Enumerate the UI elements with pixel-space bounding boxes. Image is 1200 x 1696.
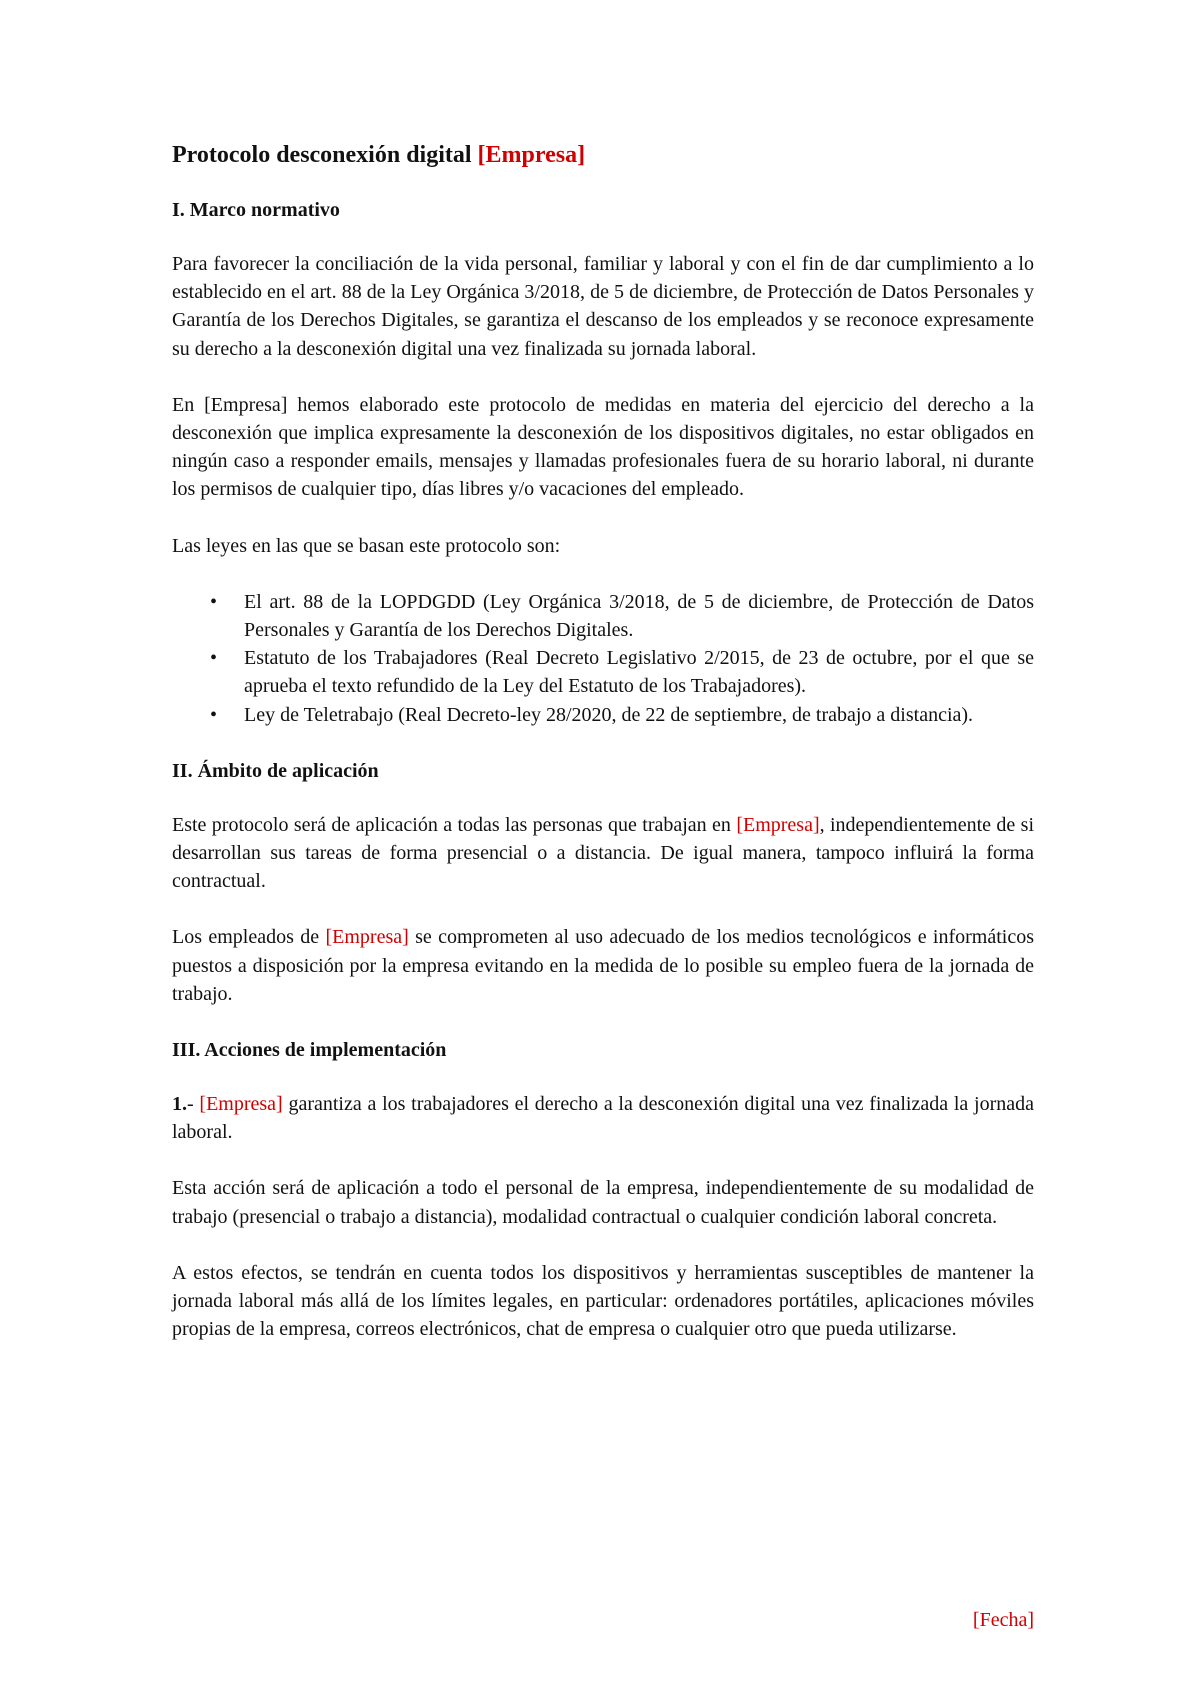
paragraph-marco-2: En [Empresa] hemos elaborado este protocolo de medidas en materia del ejercicio del derecho a la desconexión que implica expresamente la desconexión de los dispositivos digitales, no estar obligados en ningún caso a responder emails, mensajes y llamadas profesionales fuera de su horario laboral, ni durante los permisos de cualquier tipo, días libres y/o vacaciones del empleado. — [172, 393, 1034, 501]
footer-date-placeholder: [Fecha] — [972, 1609, 1034, 1631]
bullet-icon: • — [210, 647, 218, 670]
paragraph-ambito-2 — [172, 923, 1034, 1008]
list-item-text: El art. 88 de la LOPDGDD (Ley Orgánica 3/2018, de 5 de diciembre, de Protección de Datos Personales y Garantía de los Derechos Digitales. — [244, 590, 1034, 642]
title-company-placeholder: [Empresa] — [477, 142, 586, 168]
list-item — [172, 588, 1034, 644]
bullet-icon: • — [210, 703, 218, 726]
document-page — [172, 140, 1034, 1371]
document-title — [172, 140, 1034, 170]
list-item-text: Ley de Teletrabajo (Real Decreto-ley 28/2020, de 22 de septiembre, de trabajo a distancia). — [244, 703, 974, 726]
paragraph-text: Este protocolo será de aplicación a todas las personas que trabajan en — [172, 813, 737, 836]
paragraph-text: garantiza a los trabajadores el derecho a la desconexión digital una vez finalizada la jornada laboral. — [172, 1093, 1034, 1144]
paragraph-text: se comprometen al uso adecuado de los medios tecnológicos e informáticos puestos a disposición por la empresa evitando en la medida de lo posible su empleo fuera de la jornada de trabajo. — [172, 926, 1035, 1005]
list-item-text: Estatuto de los Trabajadores (Real Decreto Legislativo 2/2015, de 23 de octubre, por el que se aprueba el texto refundido de la Ley del Estatuto de los Trabajadores). — [244, 647, 1034, 698]
section-heading-ambito: II. Ámbito de aplicación — [172, 759, 379, 782]
title-text: Protocolo desconexión digital — [172, 142, 478, 168]
paragraph-marco-1: Para favorecer la conciliación de la vida personal, familiar y laboral y con el fin de dar cumplimiento a lo establecido en el art. 88 de la Ley Orgánica 3/2018, de 5 de diciembre, de Protección de Datos Personales y Garantía de los Derechos Digitales, se garantiza el descanso de los empleados y se reconoce expresamente su derecho a la desconexión digital una vez finalizada su jornada laboral. — [172, 253, 1034, 360]
list-item — [172, 701, 1034, 729]
paragraph-acciones-2: Esta acción será de aplicación a todo el personal de la empresa, independientemente de su modalidad de trabajo (presencial o trabajo a distancia), modalidad contractual o cualquier condición laboral concreta. — [172, 1177, 1034, 1228]
company-placeholder: [Empresa] — [325, 926, 409, 949]
paragraph-ambito-1 — [172, 811, 1034, 896]
laws-list — [172, 588, 1034, 729]
item-number: 1. — [172, 1093, 187, 1116]
paragraph-acciones-1 — [172, 1090, 1034, 1146]
paragraph-text: Los empleados de — [172, 926, 326, 949]
company-placeholder: [Empresa] — [736, 813, 820, 836]
paragraph-text: , independientemente de si desarrollan sus tareas de forma presencial o a distancia. De igual manera, tampoco influirá la forma contractual. — [172, 813, 1034, 893]
company-placeholder: [Empresa] — [199, 1093, 283, 1116]
section-heading-acciones: III. Acciones de implementación — [172, 1039, 447, 1062]
bullet-icon: • — [210, 590, 218, 613]
paragraph-acciones-3: A estos efectos, se tendrán en cuenta todos los dispositivos y herramientas susceptibles de mantener la jornada laboral más allá de los límites legales, en particular: ordenadores portátiles, aplicaciones móviles propias de la empresa, correos electrónicos, chat de empresa o cualquier otro que pueda utilizarse. — [172, 1261, 1034, 1341]
item-dash: - — [187, 1093, 200, 1116]
section-heading-marco: I. Marco normativo — [172, 199, 340, 221]
paragraph-marco-3: Las leyes en las que se basan este protocolo son: — [172, 534, 561, 557]
list-item — [172, 644, 1034, 700]
